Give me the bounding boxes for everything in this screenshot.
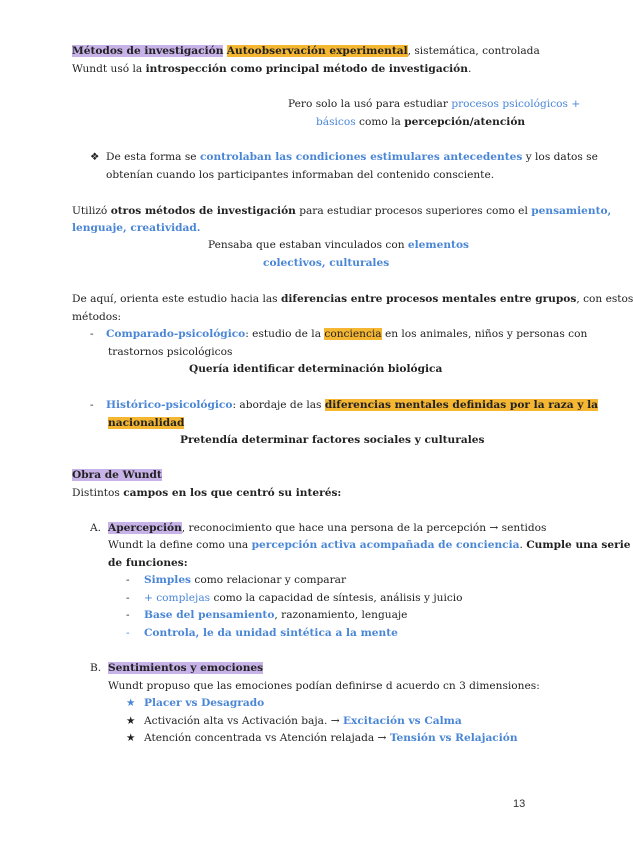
blue-text: + complejas xyxy=(144,592,211,604)
blue-text: Base del pensamiento xyxy=(144,609,275,621)
text: : estudio de la xyxy=(245,328,325,340)
highlight-nacionalidad: nacionalidad xyxy=(108,417,185,429)
text: como la capacidad de síntesis, análisis y juicio xyxy=(210,592,463,604)
text: obtenían cuando los participantes informaban del contenido consciente. xyxy=(106,169,495,181)
line-historico xyxy=(90,398,598,412)
blue-text: lenguaje, creatividad. xyxy=(72,222,201,234)
blue-text: Tensión vs Relajación xyxy=(389,732,518,744)
text: en los animales, niños y personas con xyxy=(381,328,588,340)
bold-text: introspección como principal método de investigación xyxy=(145,63,468,75)
line-solo-uso xyxy=(288,97,580,111)
blue-text: Histórico-psicológico xyxy=(106,399,233,411)
text: para estudiar procesos superiores como el xyxy=(295,205,532,217)
line-colectivos xyxy=(263,256,389,270)
text: : abordaje de las xyxy=(232,399,325,411)
blue-text: Controla, le da unidad sintética a la mente xyxy=(144,627,398,639)
star-icon: ★ xyxy=(126,697,136,709)
dash-bullet: - xyxy=(90,399,94,411)
line-utilizo xyxy=(72,204,611,218)
line-apercepcion xyxy=(90,521,546,535)
line-de-aqui xyxy=(72,292,633,306)
dash-bullet: - xyxy=(126,609,130,621)
dash-bullet: - xyxy=(126,627,130,639)
bold-text: percepción/atención xyxy=(404,116,526,128)
blue-text: Excitación vs Calma xyxy=(342,715,462,727)
line-obtenian xyxy=(106,168,494,182)
star-icon: ★ xyxy=(126,715,136,727)
text: De esta forma se xyxy=(106,151,200,163)
blue-text: percepción activa acompañada de conciencia xyxy=(251,539,520,551)
text: , con estos xyxy=(576,293,633,305)
line-base-pensamiento xyxy=(126,608,407,622)
highlight-conciencia: conciencia xyxy=(324,328,382,340)
heading-sentimientos: Sentimientos y emociones xyxy=(108,662,264,674)
dash-bullet: - xyxy=(126,592,130,604)
line-simples xyxy=(126,573,346,587)
text: Atención concentrada vs Atención relajada → xyxy=(144,732,390,744)
line-distintos xyxy=(72,486,341,500)
bold-text: de funciones: xyxy=(108,557,188,569)
text: y los datos se xyxy=(522,151,598,163)
star-icon: ★ xyxy=(126,732,136,744)
list-letter: B. xyxy=(90,662,102,674)
dash-bullet: - xyxy=(90,328,94,340)
text: trastornos psicológicos xyxy=(108,346,233,358)
highlight-autoobservacion: Autoobservación experimental xyxy=(226,45,408,57)
bold-text: diferencias entre procesos mentales entre grupos xyxy=(281,293,577,305)
text: Distintos xyxy=(72,487,124,499)
highlight-diferencias: diferencias mentales definidas por la raza y la xyxy=(324,399,598,411)
line-lenguaje xyxy=(72,221,201,235)
bold-text: Quería identificar determinación biológica xyxy=(189,363,443,375)
text: , sistemática, controlada xyxy=(407,45,540,57)
blue-text: Placer vs Desagrado xyxy=(144,697,265,709)
page-number: 13 xyxy=(513,798,526,810)
dash-bullet: - xyxy=(126,574,130,586)
line-activacion xyxy=(126,714,462,728)
line-obra-wundt xyxy=(72,468,162,482)
line-sentimientos xyxy=(90,661,263,675)
line-trastornos xyxy=(108,345,232,359)
text: . xyxy=(519,539,527,551)
text: De aquí, orienta este estudio hacia las xyxy=(72,293,281,305)
text: . xyxy=(467,63,472,75)
text: , reconocimiento que hace una persona de la percepción → sentidos xyxy=(181,522,547,534)
line-pretendia xyxy=(180,433,484,447)
text: como relacionar y comparar xyxy=(191,574,347,586)
text: Utilizó xyxy=(72,205,111,217)
blue-text: elementos xyxy=(407,239,469,251)
diamond-bullet-icon: ❖ xyxy=(90,151,100,163)
text: , razonamiento, lenguaje xyxy=(274,609,408,621)
line-nacionalidad xyxy=(108,416,184,430)
bold-text: Cumple una serie xyxy=(526,539,631,551)
blue-text: básicos xyxy=(316,116,356,128)
blue-text: colectivos, culturales xyxy=(263,257,390,269)
bold-text: otros métodos de investigación xyxy=(110,205,296,217)
line-complejas xyxy=(126,591,463,605)
blue-text: pensamiento, xyxy=(531,205,612,217)
blue-text: Comparado-psicológico xyxy=(106,328,246,340)
blue-text: controlaban las condiciones estimulares antecedentes xyxy=(199,151,523,163)
text: Pensaba que estaban vinculados con xyxy=(208,239,408,251)
list-letter: A. xyxy=(90,522,102,534)
heading-apercepcion: Apercepción xyxy=(108,522,182,534)
text: Wundt la define como una xyxy=(108,539,252,551)
heading-obra-wundt: Obra de Wundt xyxy=(72,469,162,481)
line-controla xyxy=(126,626,398,640)
text: Wundt propuso que las emociones podían definirse d acuerdo cn 3 dimensiones: xyxy=(108,680,540,692)
heading-metodos: Métodos de investigación xyxy=(72,45,224,57)
line-pensaba xyxy=(208,238,469,252)
bold-text: Pretendía determinar factores sociales y culturales xyxy=(180,434,485,446)
line-basicos xyxy=(316,115,525,129)
line-atencion xyxy=(126,731,518,745)
line-metodos xyxy=(72,44,540,58)
bold-text: campos en los que centró su interés: xyxy=(123,487,342,499)
text: métodos: xyxy=(72,311,122,323)
line-queria xyxy=(189,362,442,376)
text: Pero solo la usó para estudiar xyxy=(288,98,452,110)
line-wundt-propuso xyxy=(108,679,540,693)
text: Activación alta vs Activación baja. → xyxy=(144,715,343,727)
line-controlaban xyxy=(90,150,598,164)
text: Wundt usó la xyxy=(72,63,146,75)
line-de-funciones xyxy=(108,556,188,570)
line-comparado xyxy=(90,327,587,341)
line-wundt-define xyxy=(108,538,630,552)
line-metodos-label xyxy=(72,310,121,324)
blue-text: Simples xyxy=(144,574,192,586)
line-placer xyxy=(126,696,264,710)
text: como la xyxy=(355,116,405,128)
line-introspeccion xyxy=(72,62,471,76)
blue-text: procesos psicológicos + xyxy=(451,98,581,110)
